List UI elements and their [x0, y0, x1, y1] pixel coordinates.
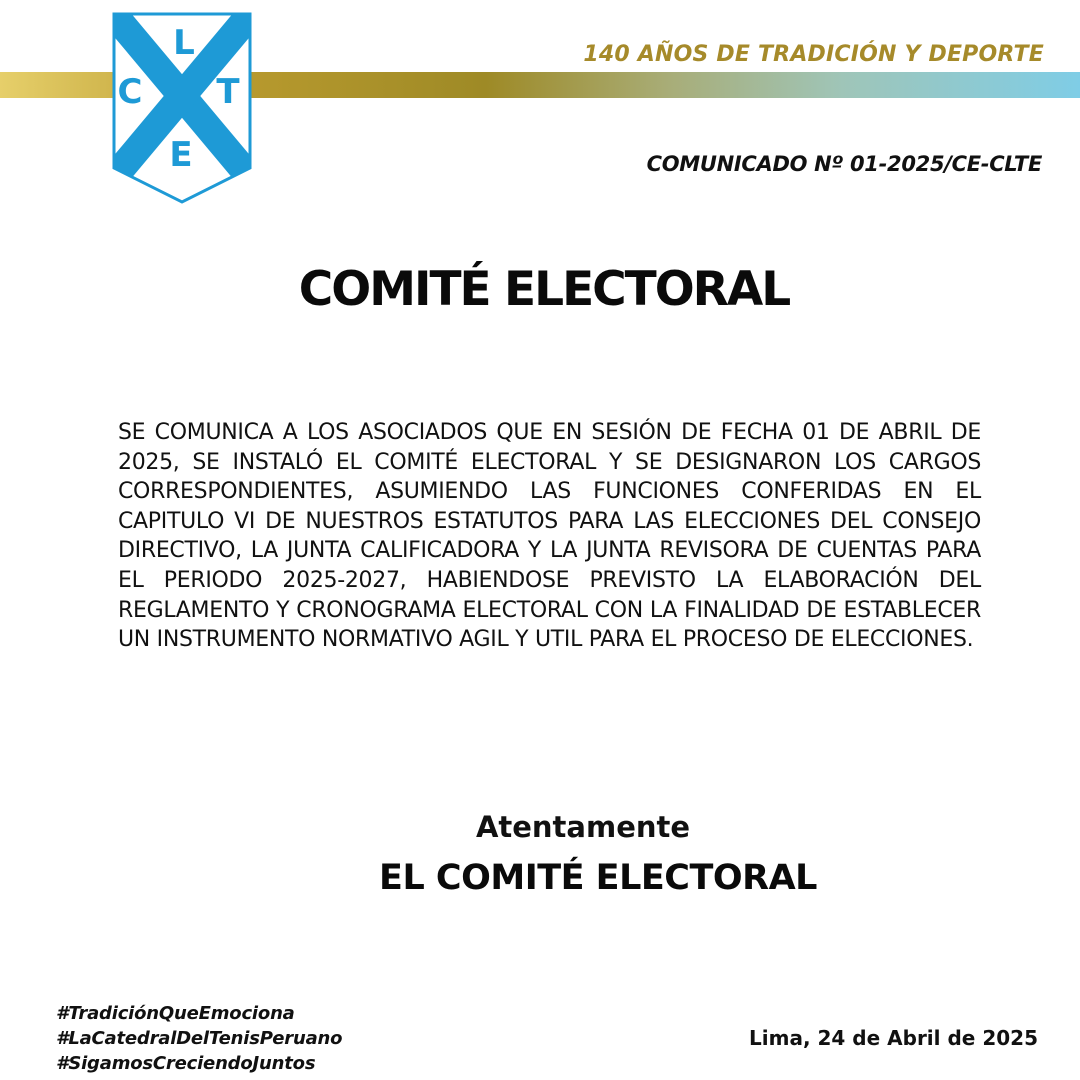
- logo-letter-t: T: [216, 72, 240, 112]
- place-and-date: Lima, 24 de Abril de 2025: [749, 1026, 1038, 1050]
- hashtag-item: #SigamosCreciendoJuntos: [56, 1053, 316, 1074]
- announcement-body: SE COMUNICA A LOS ASOCIADOS QUE EN SESIÓN DE FECHA 01 DE ABRIL DE 2025, SE INSTALÓ EL COMITÉ ELECTORAL Y SE DESIGNARON LOS CARGOS CORRESPONDIENTES, ASUMIENDO LAS FUNCIONES CONFERIDAS EN EL CAPITULO VI DE NUESTROS ESTATUTOS PARA LAS ELECCIONES DEL CONSEJO DIRECTIVO, LA JUNTA CALIFICADORA Y LA JUNTA REVISORA DE CUENTAS PARA EL PERIODO 2025-2027, HABIENDOSE PREVISTO LA ELABORACIÓN DEL REGLAMENTO Y CRONOGRAMA ELECTORAL CON LA FINALIDAD DE ESTABLECER UN INSTRUMENTO NORMATIVO AGIL Y UTIL PARA EL PROCESO DE ELECCIONES.: [118, 420, 981, 653]
- hashtag-item: #LaCatedralDelTenisPeruano: [56, 1028, 343, 1049]
- logo-letter-c: C: [117, 72, 143, 112]
- anniversary-tagline: 140 AÑOS DE TRADICIÓN Y DEPORTE: [583, 42, 1044, 67]
- hashtag-list: [56, 1001, 342, 1076]
- logo-letter-l: L: [173, 23, 195, 63]
- page-title: COMITÉ ELECTORAL: [298, 262, 790, 317]
- hashtag-item: #TradiciónQueEmociona: [56, 1003, 295, 1024]
- comunicado-number: COMUNICADO Nº 01-2025/CE-CLTE: [646, 152, 1042, 176]
- club-logo-shield: [108, 10, 256, 206]
- closing-regards: Atentamente: [475, 810, 691, 844]
- logo-letter-e: E: [169, 135, 193, 175]
- signature: EL COMITÉ ELECTORAL: [379, 858, 817, 898]
